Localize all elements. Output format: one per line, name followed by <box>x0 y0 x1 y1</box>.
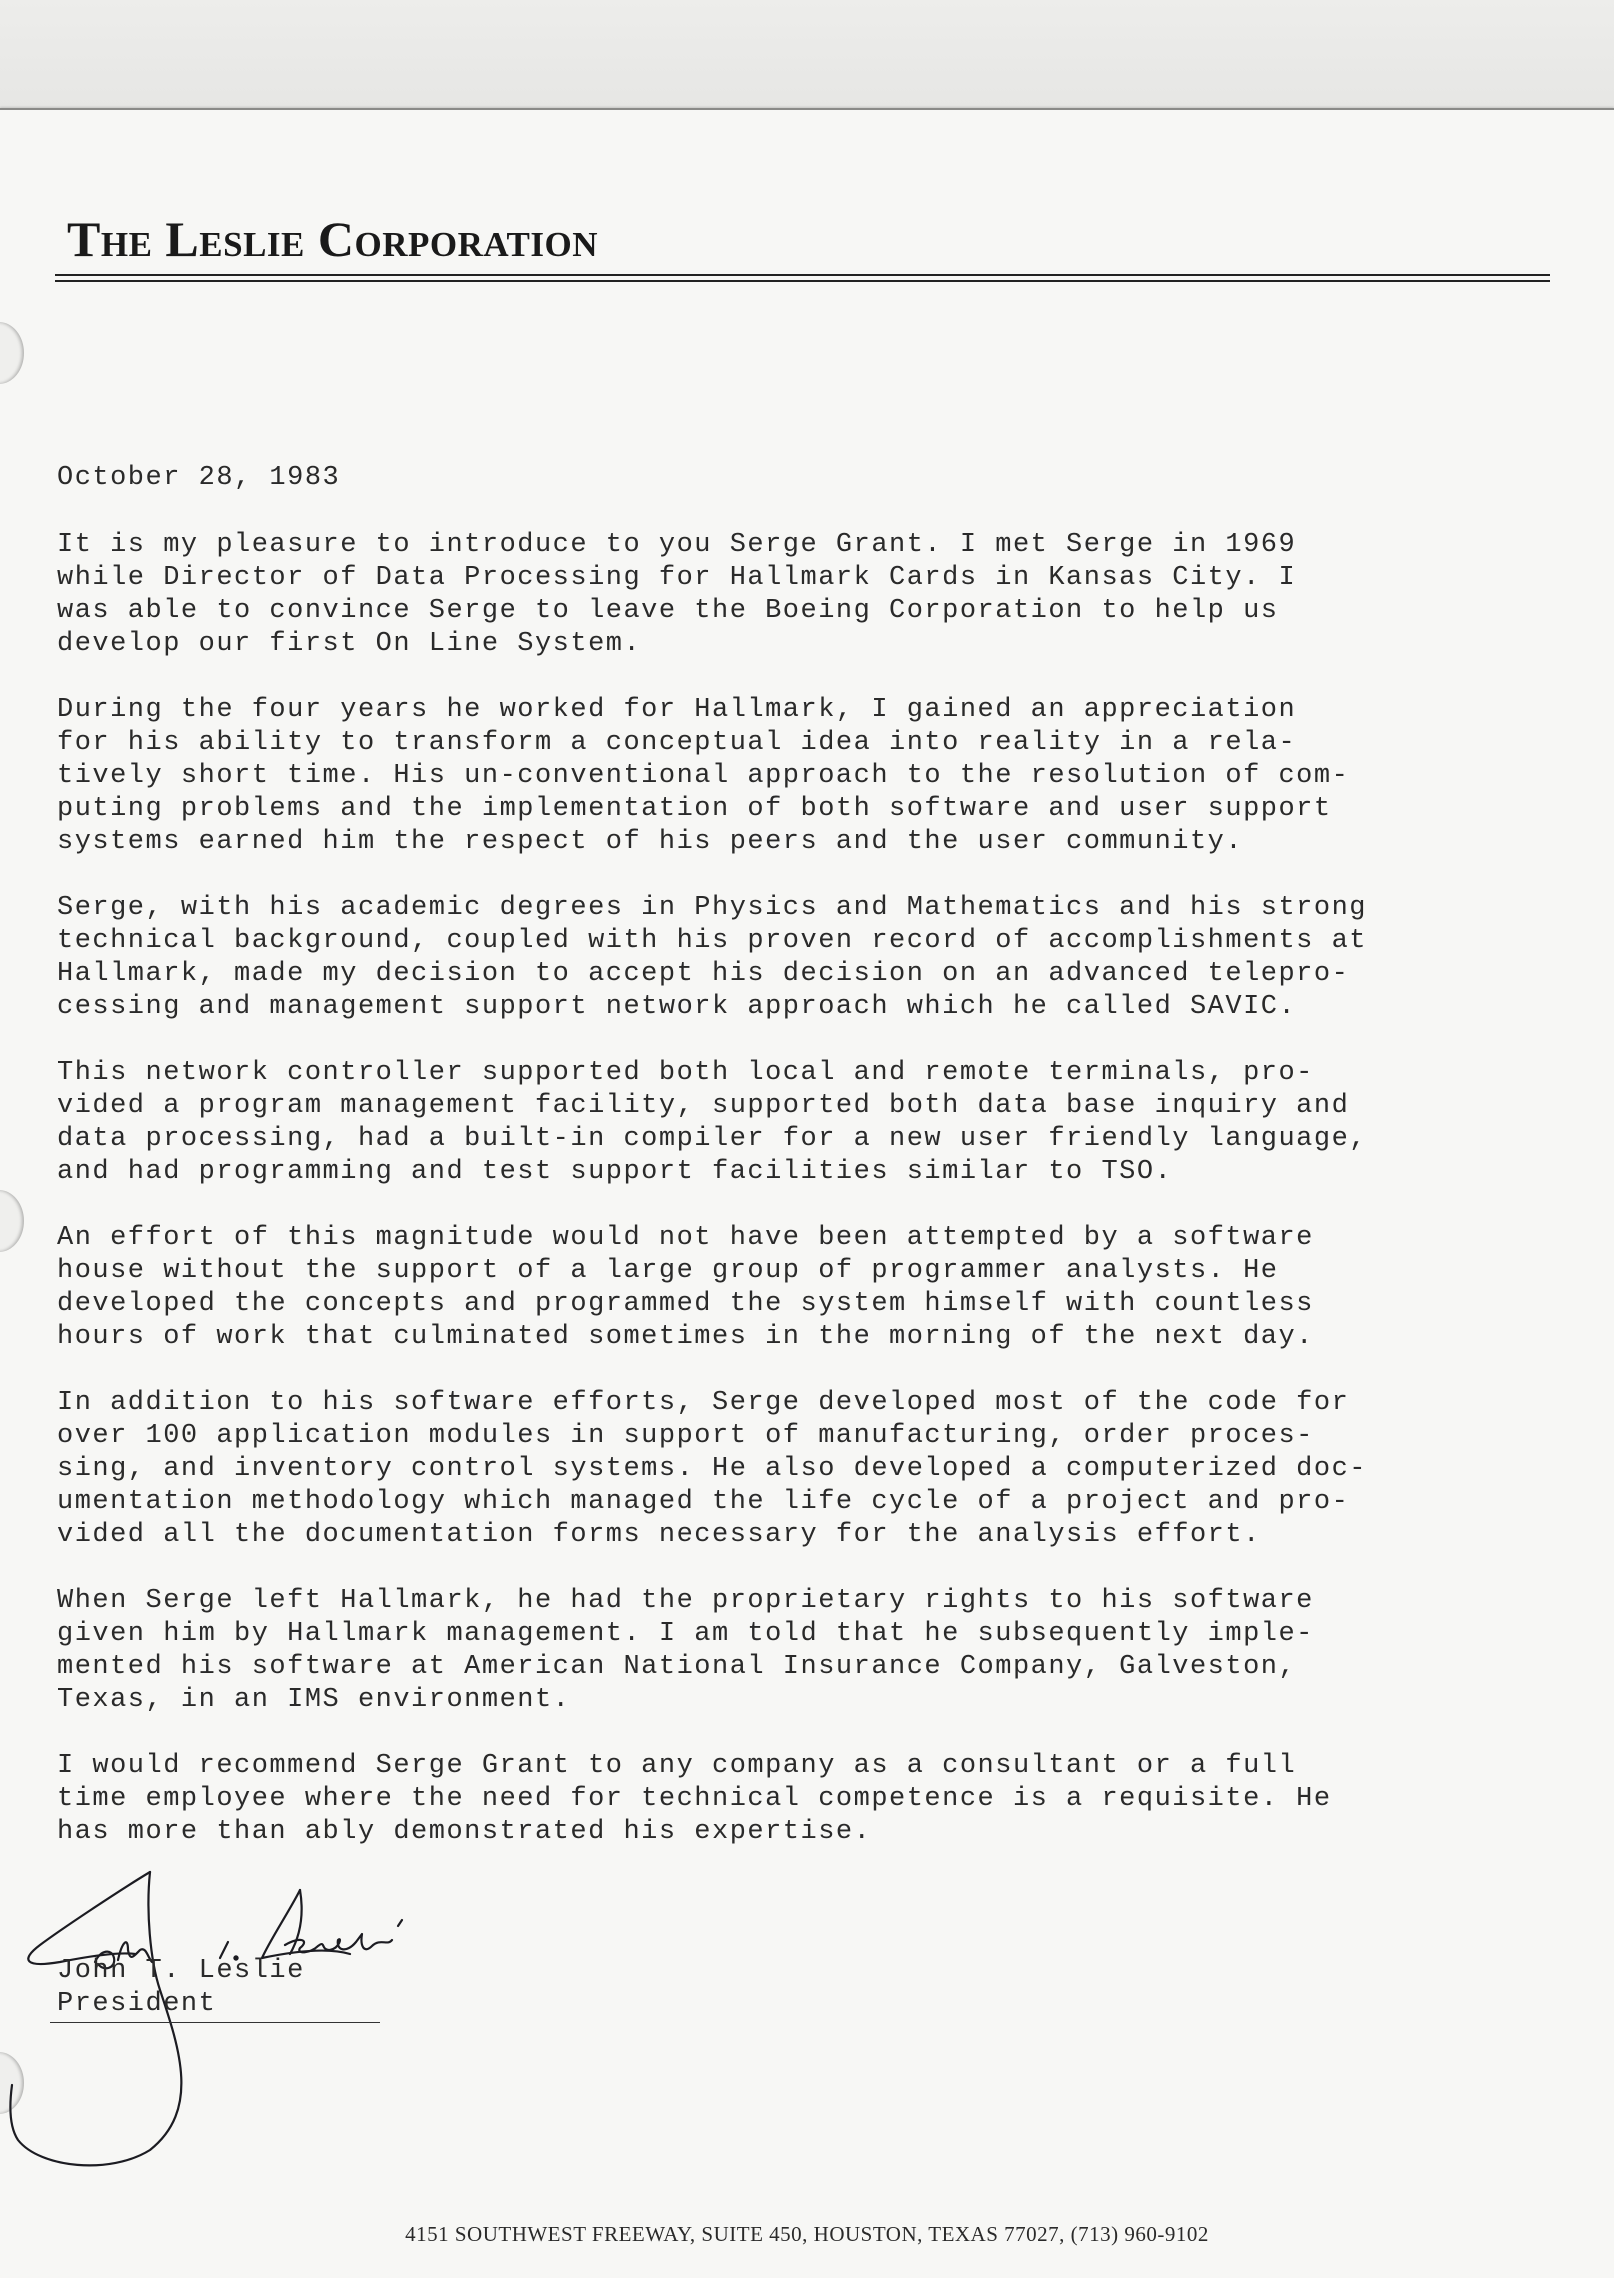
signatory-title: President <box>57 1989 217 2019</box>
punch-hole-top <box>0 322 24 384</box>
scan-background <box>0 0 1614 112</box>
signatory-name: John T. Leslie <box>57 1956 305 1986</box>
paragraph-software-efforts: In addition to his software efforts, Serge developed most of the code for over 100 application modules in support of manufacturing, order proces- sing, and inventory control systems. He also developed a computerized doc- umentation methodology which managed the life cycle of a project and pro- vided all the documentation forms necessary for the analysis effort. <box>57 1388 1367 1550</box>
paragraph-recommendation: I would recommend Serge Grant to any company as a consultant or a full time employee where the need for technical competence is a requisite. He has more than ably demonstrated his expertise. <box>57 1751 1332 1847</box>
letterhead-double-rule <box>55 274 1550 282</box>
punch-hole-middle <box>0 1190 24 1252</box>
signature-underline <box>50 2022 380 2023</box>
company-name: The Leslie Corporation <box>67 211 599 267</box>
signature-block <box>57 1955 305 2021</box>
paragraph-network-controller: This network controller supported both local and remote terminals, pro- vided a program management facility, supported both data base inquiry and data processing, had a built-in compiler for a new user friendly language, and had programming and test support facilities similar to TSO. <box>57 1058 1367 1187</box>
paragraph-proprietary-rights: When Serge left Hallmark, he had the proprietary rights to his software given him by Hallmark management. I am told that he subsequently imple- mented his software at American National Insurance Company, Galveston, Texas, in an IMS environment. <box>57 1586 1314 1715</box>
paragraph-hallmark-years: During the four years he worked for Hallmark, I gained an appreciation for his ability to transform a conceptual idea into reality in a rela- tively short time. His un-conventional approach to the resolution of com- puting problems and the implementation of both software and user support systems earned him the respect of his peers and the user community. <box>57 695 1350 857</box>
letter-body <box>57 462 1577 1882</box>
paragraph-effort: An effort of this magnitude would not have been attempted by a software house without the support of a large group of programmer analysts. He developed the concepts and programmed the system himself with countless hours of work that culminated sometimes in the morning of the next day. <box>57 1223 1314 1352</box>
letter-date: October 28, 1983 <box>57 463 341 493</box>
letterhead <box>55 211 1555 282</box>
paragraph-background: Serge, with his academic degrees in Physics and Mathematics and his strong technical background, coupled with his proven record of accomplishments at Hallmark, made my decision to accept his decision on an advanced telepro- cessing and management support network approach which he called SAVIC. <box>57 893 1367 1022</box>
footer-address: 4151 SOUTHWEST FREEWAY, SUITE 450, HOUSTON, TEXAS 77027, (713) 960-9102 <box>405 2222 1209 2246</box>
paragraph-introduction: It is my pleasure to introduce to you Serge Grant. I met Serge in 1969 while Director of Data Processing for Hallmark Cards in Kansas City. I was able to convince Serge to leave the Boeing Corporation to help us develop our first On Line System. <box>57 530 1297 659</box>
